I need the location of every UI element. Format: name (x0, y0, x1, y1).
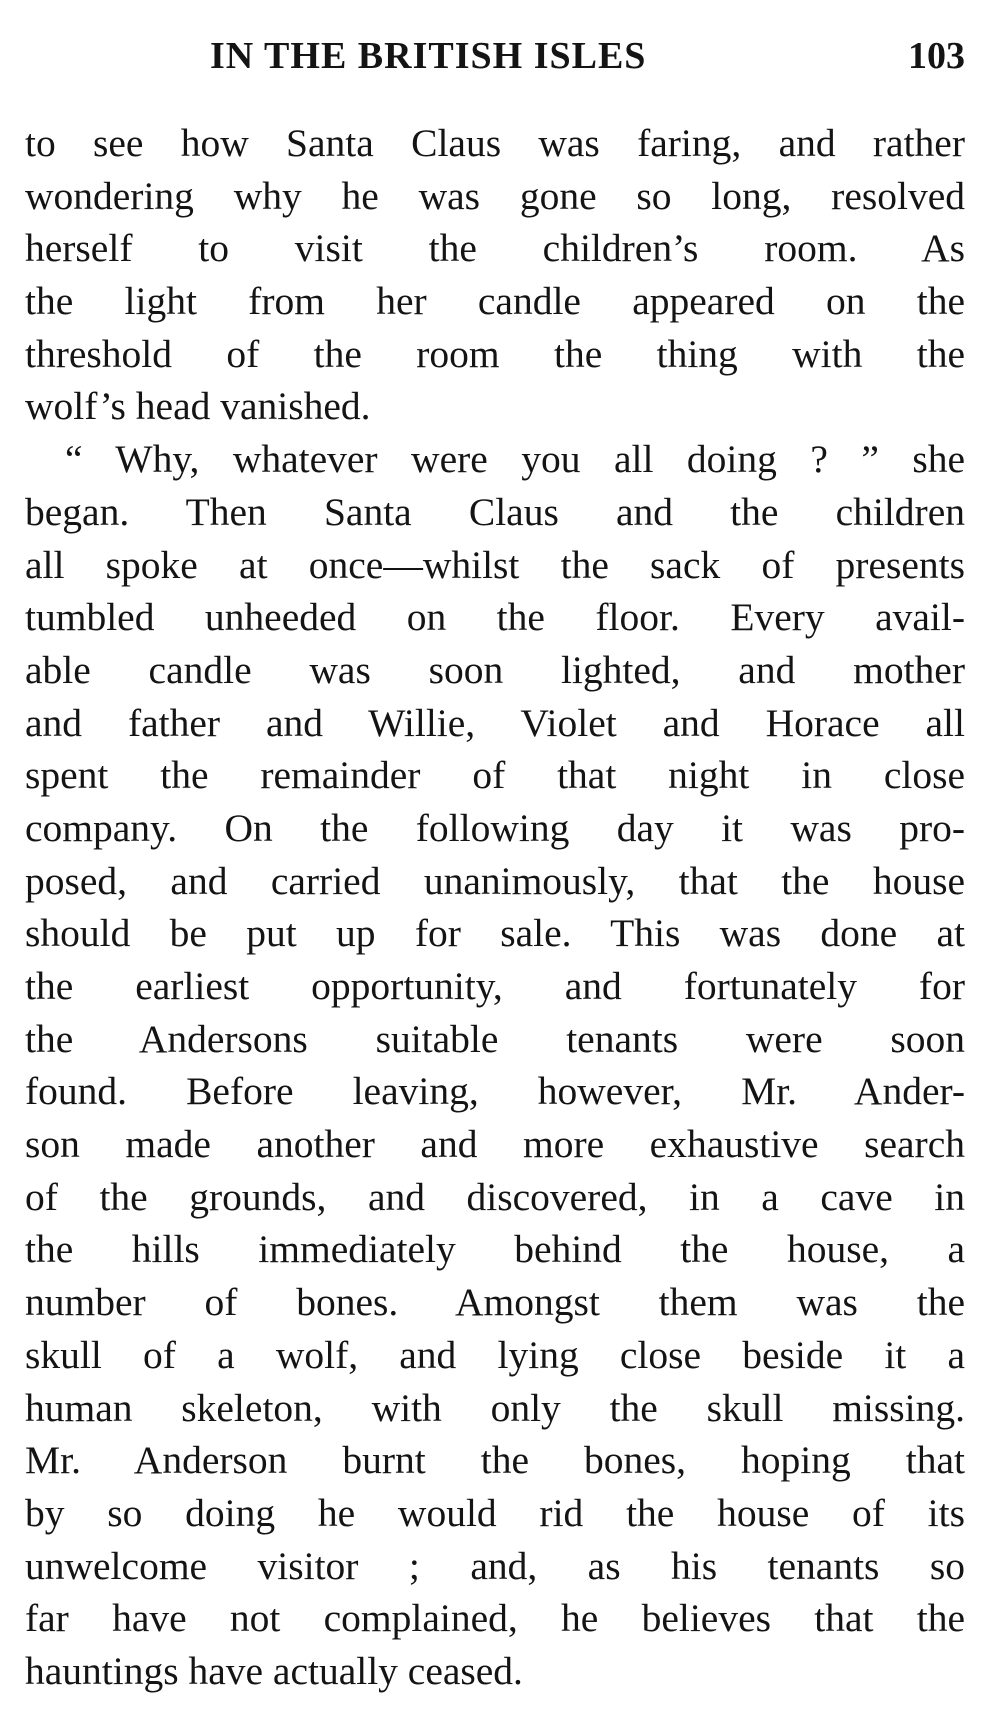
text-line: hauntings have actually ceased. (25, 1648, 523, 1693)
text-line: far have not complained, he believes that the (25, 1596, 965, 1641)
text-line: “ Why, whatever were you all doing ? ” she (65, 437, 965, 482)
text-line: all spoke at once—whilst the sack of presents (25, 542, 965, 587)
text-line: herself to visit the children’s room. As (25, 226, 965, 271)
text-line: the Andersons suitable tenants were soon (25, 1016, 965, 1061)
text-line: tumbled unheeded on the floor. Every avail- (25, 595, 965, 640)
text-line: posed, and carried unanimously, that the house (25, 858, 965, 903)
text-line: company. On the following day it was pro- (25, 805, 965, 850)
text-line: the earliest opportunity, and fortunately for (25, 964, 965, 1008)
text-line: began. Then Santa Claus and the children (25, 489, 965, 534)
text-line: of the grounds, and discovered, in a cave in (25, 1174, 965, 1219)
text-line: unwelcome visitor ; and, as his tenants so (25, 1543, 965, 1588)
text-line: wondering why he was gone so long, resolved (25, 173, 965, 218)
text-line: and father and Willie, Violet and Horace all (25, 700, 965, 745)
text-line: human skeleton, with only the skull missing. (25, 1385, 965, 1430)
text-line: son made another and more exhaustive search (25, 1122, 965, 1167)
text-line: to see how Santa Claus was faring, and rather (25, 121, 965, 165)
running-head (25, 26, 965, 86)
text-line: the light from her candle appeared on the (25, 279, 965, 324)
text-line: should be put up for sale. This was done at (25, 911, 965, 956)
text-line: number of bones. Amongst them was the (25, 1280, 965, 1325)
text-line: by so doing he would rid the house of its (25, 1490, 965, 1535)
text-line: spent the remainder of that night in close (25, 753, 965, 798)
page-number: 103 (908, 35, 965, 77)
text-line: skull of a wolf, and lying close beside it a (25, 1332, 965, 1377)
text-line: wolf’s head vanished. (25, 384, 371, 429)
body-text (25, 117, 965, 1698)
text-line: the hills immediately behind the house, a (25, 1227, 965, 1272)
text-line: Mr. Anderson burnt the bones, hoping that (25, 1438, 965, 1483)
text-line: found. Before leaving, however, Mr. Ander- (25, 1069, 965, 1114)
running-title: IN THE BRITISH ISLES (210, 35, 647, 77)
text-line: able candle was soon lighted, and mother (25, 647, 965, 692)
text-line: threshold of the room the thing with the (25, 331, 965, 376)
